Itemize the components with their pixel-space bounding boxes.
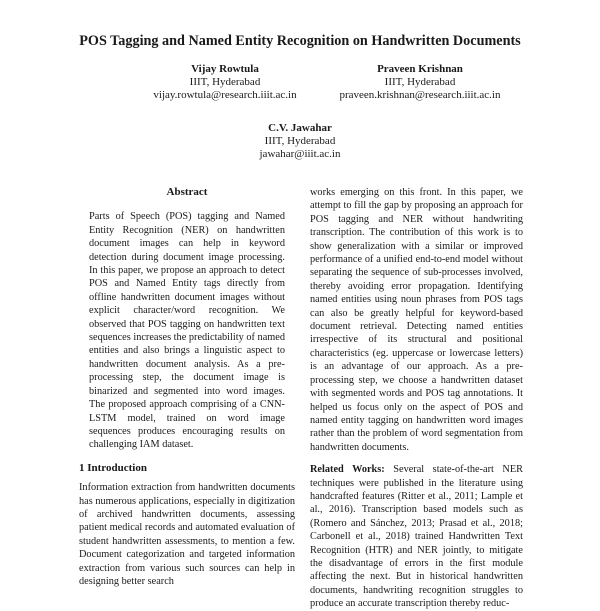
author-affiliation: IIIT, Hyderabad (264, 135, 336, 147)
related-works-label: Related Works: (310, 464, 385, 476)
author-block (175, 122, 425, 161)
author-block (295, 63, 545, 102)
author-name: Vijay Rowtula (191, 63, 259, 75)
author-affiliation: IIIT, Hyderabad (189, 76, 261, 88)
author-name: Praveen Krishnan (377, 63, 463, 75)
body-paragraph: works emerging on this front. In this paper, we attempt to fill the gap by proposing an approach for POS tagging and NER without handwriting transcription. The contribution of this work is to show generalization with a similar or improved performance of a unified end-to-end model without separating the sequence of sub-processes involved, thereby avoiding error propagation. Identifying named entities using noun phrases from POS tags can also be greatly helpful for keyword-based document retrieval. Detecting named entities irrespective of its structural and positional characteristics (eg. uppercase or lowercase letters) is an advantage of our approach. As a pre-processing step, we choose a handwritten dataset with segmented words and POS tag annotations. It helped us focus only on the aspect of POS and named entity tagging on handwritten word images rather than the problem of word segmentation from handwritten documents. (310, 187, 523, 453)
abstract-text: Parts of Speech (POS) tagging and Named Entity Recognition (NER) on handwritten document images can help in keyword detection during document image processing. In this paper, we propose an approach to detect POS and Named Entity tags directly from offline handwritten document images without explicit character/word recognition. We observed that POS tagging on handwritten text sequences increases the predictability of named entities and also brings a linguistic aspect to handwritten document analysis. As a pre-processing step, the document image is binarized and segmented into word images. The proposed approach comprising of a CNN-LSTM model, trained on word image sequences produces encouraging results on challenging IAM dataset. (89, 211, 285, 451)
introduction-text: Information extraction from handwritten documents has numerous applications, especially in digitization of archived handwritten documents, assessing patient medical records and automated evaluation of student handwritten assessments, to mention a few. Document categorization and targeted information extraction from various such sources can help in designing better search (79, 482, 295, 587)
author-name: C.V. Jawahar (268, 122, 332, 134)
left-column (79, 186, 295, 588)
paper-title: POS Tagging and Named Entity Recognition on Handwritten Documents (79, 33, 521, 49)
author-email: praveen.krishnan@research.iiit.ac.in (339, 89, 501, 101)
author-email: jawahar@iiit.ac.in (259, 148, 341, 160)
author-affiliation: IIIT, Hyderabad (384, 76, 456, 88)
related-works-paragraph (310, 463, 523, 610)
right-column (310, 186, 523, 611)
section-heading-introduction: 1 Introduction (79, 461, 147, 474)
abstract-heading: Abstract (166, 186, 208, 198)
author-email: vijay.rowtula@research.iiit.ac.in (153, 89, 297, 101)
related-works-text: Several state-of-the-art NER techniques were published in the literature using handcrafted features (Ritter et al., 2011; Lample et al., 2016). Transcription based models such as (Romero and Sánchez, 2013; Prasad et al., 2018; Carbonell et al., 2018) trained Handwritten Text Recognition (HTR) and NER jointly, to mitigate the disadvantage of errors in the first module affecting the next. But in historical handwritten documents, handwriting recognition struggles to produce an accurate transcription thereby reduc- (310, 464, 523, 610)
